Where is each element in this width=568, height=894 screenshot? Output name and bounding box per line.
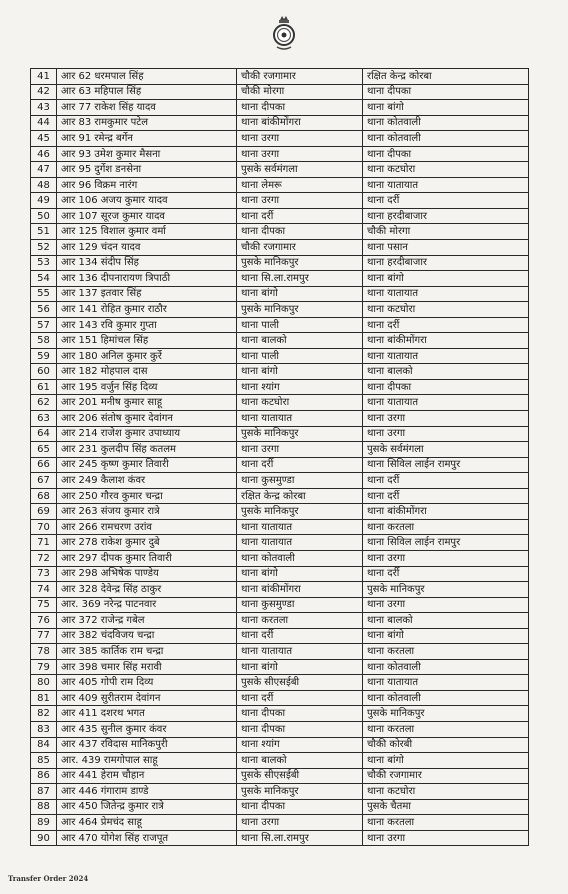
serial-number-cell: 66	[31, 457, 57, 473]
table-row	[31, 426, 529, 442]
employee-name-cell: आर 405 गोपी राम दिव्य	[57, 675, 237, 691]
serial-number-cell: 90	[31, 830, 57, 846]
employee-name-cell: आर 437 रविदास मानिकपुरी	[57, 737, 237, 753]
table-row	[31, 644, 529, 660]
serial-number-cell: 74	[31, 582, 57, 598]
posted-from-cell: थाना कटघोरा	[237, 395, 363, 411]
transferred-to-cell: थाना हरदीबाजार	[363, 255, 529, 271]
serial-number-cell: 63	[31, 411, 57, 427]
table-row	[31, 255, 529, 271]
employee-name-cell: आर 137 इतवार सिंह	[57, 286, 237, 302]
posted-from-cell: चौकी मोरगा	[237, 84, 363, 100]
posted-from-cell: थाना दीपका	[237, 706, 363, 722]
transferred-to-cell: थाना यातायात	[363, 177, 529, 193]
employee-name-cell: आर 125 विशाल कुमार वर्मा	[57, 224, 237, 240]
posted-from-cell: थाना श्यांग	[237, 737, 363, 753]
serial-number-cell: 84	[31, 737, 57, 753]
employee-name-cell: आर 450 जितेन्द्र कुमार रात्रे	[57, 799, 237, 815]
table-row	[31, 457, 529, 473]
posted-from-cell: थाना उरगा	[237, 442, 363, 458]
table-row	[31, 628, 529, 644]
transferred-to-cell: थाना उरगा	[363, 426, 529, 442]
employee-name-cell: आर 411 दशरथ भगत	[57, 706, 237, 722]
posted-from-cell: चौकी रजगामार	[237, 69, 363, 85]
transferred-to-cell: थाना कोतवाली	[363, 131, 529, 147]
serial-number-cell: 79	[31, 659, 57, 675]
table-row	[31, 784, 529, 800]
transferred-to-cell: थाना कोतवाली	[363, 659, 529, 675]
table-row	[31, 317, 529, 333]
serial-number-cell: 51	[31, 224, 57, 240]
posted-from-cell: थाना उरगा	[237, 193, 363, 209]
table-row	[31, 488, 529, 504]
table-row	[31, 333, 529, 349]
posted-from-cell: रक्षित केन्द्र कोरबा	[237, 488, 363, 504]
transferred-to-cell: थाना उरगा	[363, 830, 529, 846]
employee-name-cell: आर 435 सुनील कुमार कंवर	[57, 721, 237, 737]
posted-from-cell: थाना बांगो	[237, 364, 363, 380]
serial-number-cell: 83	[31, 721, 57, 737]
table-row	[31, 582, 529, 598]
transferred-to-cell: थाना यातायात	[363, 348, 529, 364]
serial-number-cell: 85	[31, 753, 57, 769]
employee-name-cell: आर 385 कार्तिक राम चन्द्रा	[57, 644, 237, 660]
transferred-to-cell: थाना कटघोरा	[363, 784, 529, 800]
transferred-to-cell: थाना दर्री	[363, 317, 529, 333]
serial-number-cell: 88	[31, 799, 57, 815]
table-row	[31, 690, 529, 706]
transferred-to-cell: थाना दर्री	[363, 566, 529, 582]
posted-from-cell: पुसके मानिकपुर	[237, 255, 363, 271]
posted-from-cell: थाना करतला	[237, 613, 363, 629]
posted-from-cell: थाना दीपका	[237, 799, 363, 815]
posted-from-cell: पुसके मानिकपुर	[237, 504, 363, 520]
posted-from-cell: थाना उरगा	[237, 131, 363, 147]
transferred-to-cell: थाना कोतवाली	[363, 115, 529, 131]
serial-number-cell: 54	[31, 271, 57, 287]
transferred-to-cell: थाना दर्री	[363, 473, 529, 489]
posted-from-cell: थाना कुसमुण्डा	[237, 597, 363, 613]
employee-name-cell: आर 298 अभिषेक पाण्डेय	[57, 566, 237, 582]
transferred-to-cell: थाना कोतवाली	[363, 690, 529, 706]
table-row	[31, 815, 529, 831]
posted-from-cell: थाना दर्री	[237, 690, 363, 706]
table-row	[31, 379, 529, 395]
employee-name-cell: आर 214 राजेश कुमार उपाध्याय	[57, 426, 237, 442]
posted-from-cell: थाना बालको	[237, 333, 363, 349]
serial-number-cell: 89	[31, 815, 57, 831]
employee-name-cell: आर 278 राकेश कुमार दुबे	[57, 535, 237, 551]
transferred-to-cell: थाना करतला	[363, 815, 529, 831]
posted-from-cell: थाना कुसमुण्डा	[237, 473, 363, 489]
serial-number-cell: 70	[31, 519, 57, 535]
serial-number-cell: 45	[31, 131, 57, 147]
table-row	[31, 566, 529, 582]
posted-from-cell: थाना बांकीमोंगरा	[237, 582, 363, 598]
transferred-to-cell: थाना बांकीमोंगरा	[363, 333, 529, 349]
transferred-to-cell: थाना बांगो	[363, 271, 529, 287]
transferred-to-cell: रक्षित केन्द्र कोरबा	[363, 69, 529, 85]
serial-number-cell: 82	[31, 706, 57, 722]
employee-name-cell: आर 398 चमार सिंह मरावी	[57, 659, 237, 675]
transferred-to-cell: थाना कटघोरा	[363, 162, 529, 178]
serial-number-cell: 49	[31, 193, 57, 209]
employee-name-cell: आर 470 योगेश सिंह राजपूत	[57, 830, 237, 846]
serial-number-cell: 81	[31, 690, 57, 706]
transferred-to-cell: थाना हरदीबाजार	[363, 208, 529, 224]
serial-number-cell: 42	[31, 84, 57, 100]
posted-from-cell: थाना बांगो	[237, 659, 363, 675]
table-row	[31, 208, 529, 224]
table-row	[31, 799, 529, 815]
employee-name-cell: आर 195 वर्जुन सिंह दिव्य	[57, 379, 237, 395]
serial-number-cell: 60	[31, 364, 57, 380]
serial-number-cell: 46	[31, 146, 57, 162]
serial-number-cell: 57	[31, 317, 57, 333]
table-row	[31, 162, 529, 178]
table-row	[31, 830, 529, 846]
employee-name-cell: आर 143 रवि कुमार गुप्ता	[57, 317, 237, 333]
posted-from-cell: पुसके सीएसईबी	[237, 768, 363, 784]
serial-number-cell: 73	[31, 566, 57, 582]
employee-name-cell: आर 231 कुलदीप सिंह कतलम	[57, 442, 237, 458]
table-row	[31, 737, 529, 753]
table-row	[31, 659, 529, 675]
employee-name-cell: आर 441 हेराम चौहान	[57, 768, 237, 784]
table-row	[31, 271, 529, 287]
employee-name-cell: आर 464 प्रेमचंद साहू	[57, 815, 237, 831]
serial-number-cell: 59	[31, 348, 57, 364]
posted-from-cell: थाना उरगा	[237, 815, 363, 831]
employee-name-cell: आर 63 महिपाल सिंह	[57, 84, 237, 100]
transferred-to-cell: थाना उरगा	[363, 550, 529, 566]
posted-from-cell: थाना श्यांग	[237, 379, 363, 395]
employee-name-cell: आर 245 कृष्ण कुमार तिवारी	[57, 457, 237, 473]
table-row	[31, 364, 529, 380]
transfer-table	[30, 68, 529, 846]
employee-name-cell: आर 249 कैलाश कंवर	[57, 473, 237, 489]
employee-name-cell: आर 151 हिमांचल सिंह	[57, 333, 237, 349]
employee-name-cell: आर. 439 रामगोपाल साहू	[57, 753, 237, 769]
table-row	[31, 395, 529, 411]
serial-number-cell: 47	[31, 162, 57, 178]
employee-name-cell: आर 96 विक्रम नारंग	[57, 177, 237, 193]
posted-from-cell: थाना दर्री	[237, 628, 363, 644]
table-row	[31, 69, 529, 85]
table-row	[31, 473, 529, 489]
transferred-to-cell: थाना दीपका	[363, 84, 529, 100]
posted-from-cell: चौकी रजगामार	[237, 240, 363, 256]
posted-from-cell: थाना यातायात	[237, 535, 363, 551]
serial-number-cell: 80	[31, 675, 57, 691]
posted-from-cell: थाना पाली	[237, 317, 363, 333]
serial-number-cell: 77	[31, 628, 57, 644]
posted-from-cell: थाना यातायात	[237, 519, 363, 535]
transferred-to-cell: पुसके सर्वमंगला	[363, 442, 529, 458]
table-row	[31, 115, 529, 131]
table-row	[31, 302, 529, 318]
table-row	[31, 613, 529, 629]
posted-from-cell: थाना बांकीमोंगरा	[237, 115, 363, 131]
employee-name-cell: आर 62 धरमपाल सिंह	[57, 69, 237, 85]
employee-name-cell: आर 409 सुरीतराम देवांगन	[57, 690, 237, 706]
serial-number-cell: 50	[31, 208, 57, 224]
transferred-to-cell: थाना यातायात	[363, 675, 529, 691]
posted-from-cell: थाना बालको	[237, 753, 363, 769]
posted-from-cell: थाना सि.ला.रामपुर	[237, 271, 363, 287]
transferred-to-cell: थाना बांगो	[363, 753, 529, 769]
transferred-to-cell: चौकी मोरगा	[363, 224, 529, 240]
transferred-to-cell: थाना बालको	[363, 364, 529, 380]
serial-number-cell: 58	[31, 333, 57, 349]
transferred-to-cell: थाना दीपका	[363, 146, 529, 162]
transferred-to-cell: थाना सिविल लाईन रामपुर	[363, 535, 529, 551]
transferred-to-cell: थाना करतला	[363, 519, 529, 535]
serial-number-cell: 87	[31, 784, 57, 800]
transferred-to-cell: थाना बांकीमोंगरा	[363, 504, 529, 520]
serial-number-cell: 68	[31, 488, 57, 504]
posted-from-cell: थाना यातायात	[237, 411, 363, 427]
employee-name-cell: आर 446 गंगाराम डाण्डे	[57, 784, 237, 800]
employee-name-cell: आर 106 अजय कुमार यादव	[57, 193, 237, 209]
serial-number-cell: 56	[31, 302, 57, 318]
serial-number-cell: 75	[31, 597, 57, 613]
employee-name-cell: आर 372 राजेन्द्र गबेल	[57, 613, 237, 629]
employee-name-cell: आर 263 संजय कुमार रात्रे	[57, 504, 237, 520]
posted-from-cell: पुसके मानिकपुर	[237, 302, 363, 318]
employee-name-cell: आर. 369 नरेन्द्र पाटनवार	[57, 597, 237, 613]
table-row	[31, 240, 529, 256]
posted-from-cell: थाना लेमरू	[237, 177, 363, 193]
employee-name-cell: आर 180 अनिल कुमार कुर्रे	[57, 348, 237, 364]
employee-name-cell: आर 107 सूरज कुमार यादव	[57, 208, 237, 224]
transferred-to-cell: पुसके मानिकपुर	[363, 706, 529, 722]
transferred-to-cell: थाना बांगो	[363, 628, 529, 644]
serial-number-cell: 55	[31, 286, 57, 302]
transferred-to-cell: थाना बांगो	[363, 100, 529, 116]
posted-from-cell: थाना यातायात	[237, 644, 363, 660]
transferred-to-cell: थाना उरगा	[363, 597, 529, 613]
table-row	[31, 348, 529, 364]
table-row	[31, 411, 529, 427]
transferred-to-cell: थाना यातायात	[363, 286, 529, 302]
posted-from-cell: थाना उरगा	[237, 146, 363, 162]
employee-name-cell: आर 182 मोहपाल दास	[57, 364, 237, 380]
table-row	[31, 753, 529, 769]
serial-number-cell: 64	[31, 426, 57, 442]
serial-number-cell: 65	[31, 442, 57, 458]
transferred-to-cell: थाना यातायात	[363, 395, 529, 411]
employee-name-cell: आर 382 चंदविजय चन्द्रा	[57, 628, 237, 644]
employee-name-cell: आर 328 देवेन्द्र सिंह ठाकुर	[57, 582, 237, 598]
serial-number-cell: 76	[31, 613, 57, 629]
table-row	[31, 550, 529, 566]
posted-from-cell: थाना कोतवाली	[237, 550, 363, 566]
posted-from-cell: थाना बांगो	[237, 286, 363, 302]
employee-name-cell: आर 141 रोहित कुमार राठौर	[57, 302, 237, 318]
employee-name-cell: आर 91 रमेन्द्र बर्गेन	[57, 131, 237, 147]
table-row	[31, 177, 529, 193]
employee-name-cell: आर 201 मनीष कुमार साहू	[57, 395, 237, 411]
serial-number-cell: 67	[31, 473, 57, 489]
table-row	[31, 504, 529, 520]
table-row	[31, 721, 529, 737]
table-row	[31, 442, 529, 458]
employee-name-cell: आर 129 चंदन यादव	[57, 240, 237, 256]
transferred-to-cell: चौकी रजगामार	[363, 768, 529, 784]
table-row	[31, 535, 529, 551]
posted-from-cell: थाना बांगो	[237, 566, 363, 582]
employee-name-cell: आर 134 संदीप सिंह	[57, 255, 237, 271]
transferred-to-cell: थाना दर्री	[363, 193, 529, 209]
table-row	[31, 519, 529, 535]
transferred-to-cell: थाना उरगा	[363, 411, 529, 427]
serial-number-cell: 43	[31, 100, 57, 116]
posted-from-cell: थाना दीपका	[237, 100, 363, 116]
table-row	[31, 100, 529, 116]
table-row	[31, 768, 529, 784]
employee-name-cell: आर 250 गौरव कुमार चन्द्रा	[57, 488, 237, 504]
serial-number-cell: 41	[31, 69, 57, 85]
transferred-to-cell: थाना सिविल लाईन रामपुर	[363, 457, 529, 473]
table-row	[31, 146, 529, 162]
serial-number-cell: 78	[31, 644, 57, 660]
serial-number-cell: 62	[31, 395, 57, 411]
transferred-to-cell: थाना कटघोरा	[363, 302, 529, 318]
serial-number-cell: 52	[31, 240, 57, 256]
transferred-to-cell: थाना बालको	[363, 613, 529, 629]
table-row	[31, 286, 529, 302]
transferred-to-cell: थाना पसान	[363, 240, 529, 256]
posted-from-cell: थाना सि.ला.रामपुर	[237, 830, 363, 846]
posted-from-cell: थाना दीपका	[237, 721, 363, 737]
employee-name-cell: आर 83 रामकुमार पटेल	[57, 115, 237, 131]
posted-from-cell: पुसके मानिकपुर	[237, 784, 363, 800]
table-row	[31, 131, 529, 147]
table-row	[31, 597, 529, 613]
table-row	[31, 224, 529, 240]
employee-name-cell: आर 297 दीपक कुमार तिवारी	[57, 550, 237, 566]
employee-name-cell: आर 136 दीपनारायण त्रिपाठी	[57, 271, 237, 287]
serial-number-cell: 53	[31, 255, 57, 271]
posted-from-cell: पुसके सर्वमंगला	[237, 162, 363, 178]
transferred-to-cell: थाना करतला	[363, 721, 529, 737]
employee-name-cell: आर 95 दुर्गेश डनसेना	[57, 162, 237, 178]
employee-name-cell: आर 93 उमेश कुमार मैसना	[57, 146, 237, 162]
posted-from-cell: पुसके मानिकपुर	[237, 426, 363, 442]
table-row	[31, 675, 529, 691]
posted-from-cell: थाना दीपका	[237, 224, 363, 240]
posted-from-cell: पुसके सीएसईबी	[237, 675, 363, 691]
serial-number-cell: 72	[31, 550, 57, 566]
serial-number-cell: 71	[31, 535, 57, 551]
table-row	[31, 193, 529, 209]
transferred-to-cell: थाना करतला	[363, 644, 529, 660]
posted-from-cell: थाना पाली	[237, 348, 363, 364]
serial-number-cell: 48	[31, 177, 57, 193]
serial-number-cell: 44	[31, 115, 57, 131]
transferred-to-cell: चौकी कोरबी	[363, 737, 529, 753]
transferred-to-cell: पुसके चैतमा	[363, 799, 529, 815]
serial-number-cell: 86	[31, 768, 57, 784]
employee-name-cell: आर 77 राकेश सिंह यादव	[57, 100, 237, 116]
posted-from-cell: थाना दर्री	[237, 457, 363, 473]
employee-name-cell: आर 206 संतोष कुमार देवांगन	[57, 411, 237, 427]
transferred-to-cell: थाना दर्री	[363, 488, 529, 504]
table-row	[31, 706, 529, 722]
employee-name-cell: आर 266 रामचरण उरांव	[57, 519, 237, 535]
transferred-to-cell: पुसके मानिकपुर	[363, 582, 529, 598]
posted-from-cell: थाना दर्री	[237, 208, 363, 224]
table-row	[31, 84, 529, 100]
police-emblem-icon	[272, 14, 296, 54]
serial-number-cell: 61	[31, 379, 57, 395]
transferred-to-cell: थाना दीपका	[363, 379, 529, 395]
serial-number-cell: 69	[31, 504, 57, 520]
footer-text: Transfer Order 2024	[8, 874, 89, 883]
